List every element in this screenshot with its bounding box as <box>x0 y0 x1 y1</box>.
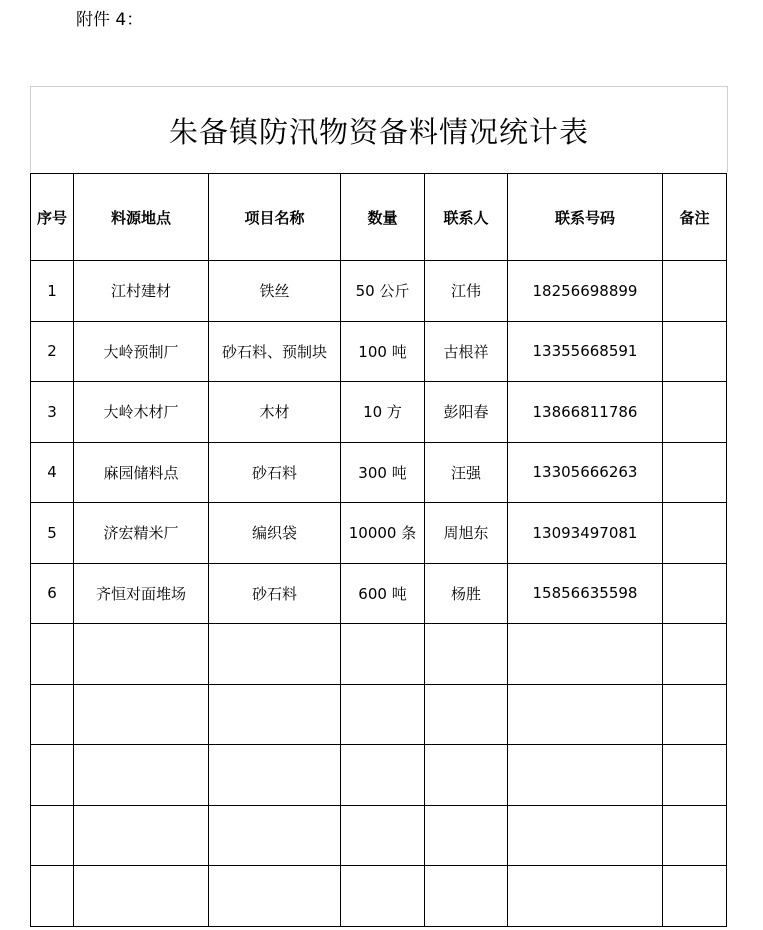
cell-source-location: 齐恒对面堆场 <box>74 563 209 624</box>
cell-source-location: 济宏精米厂 <box>74 503 209 564</box>
table-row-empty <box>31 745 727 806</box>
table-row <box>31 442 727 503</box>
cell-contact-person <box>425 866 508 927</box>
cell-source-location <box>74 866 209 927</box>
cell-source-location <box>74 745 209 806</box>
header-item-name: 项目名称 <box>209 174 341 261</box>
cell-contact-person: 彭阳春 <box>425 382 508 443</box>
cell-source-location: 江村建材 <box>74 261 209 322</box>
table-row-empty <box>31 805 727 866</box>
table-row <box>31 321 727 382</box>
cell-contact-number <box>508 805 663 866</box>
cell-remarks <box>663 382 727 443</box>
cell-remarks <box>663 442 727 503</box>
cell-item-name: 砂石料 <box>209 563 341 624</box>
cell-contact-number: 13355668591 <box>508 321 663 382</box>
cell-remarks <box>663 805 727 866</box>
cell-contact-number: 15856635598 <box>508 563 663 624</box>
cell-index: 5 <box>31 503 74 564</box>
cell-index <box>31 745 74 806</box>
table-row <box>31 563 727 624</box>
cell-item-name <box>209 745 341 806</box>
cell-contact-person: 古根祥 <box>425 321 508 382</box>
cell-contact-number: 13093497081 <box>508 503 663 564</box>
cell-contact-number <box>508 866 663 927</box>
cell-item-name: 砂石料 <box>209 442 341 503</box>
cell-contact-number: 13866811786 <box>508 382 663 443</box>
cell-quantity: 50 公斤 <box>341 261 425 322</box>
materials-table <box>30 173 727 927</box>
cell-remarks <box>663 624 727 685</box>
cell-remarks <box>663 684 727 745</box>
cell-remarks <box>663 745 727 806</box>
header-index: 序号 <box>31 174 74 261</box>
header-remarks: 备注 <box>663 174 727 261</box>
attachment-label: 附件 4： <box>76 10 144 30</box>
cell-index: 2 <box>31 321 74 382</box>
cell-remarks <box>663 563 727 624</box>
cell-contact-number <box>508 684 663 745</box>
cell-index: 4 <box>31 442 74 503</box>
cell-quantity: 10 方 <box>341 382 425 443</box>
cell-source-location: 麻园储料点 <box>74 442 209 503</box>
cell-remarks <box>663 866 727 927</box>
table-row-empty <box>31 866 727 927</box>
cell-index <box>31 624 74 685</box>
cell-contact-person <box>425 684 508 745</box>
cell-item-name <box>209 684 341 745</box>
table-row-empty <box>31 684 727 745</box>
cell-index: 3 <box>31 382 74 443</box>
title-box <box>30 86 728 172</box>
cell-item-name: 木材 <box>209 382 341 443</box>
cell-quantity <box>341 805 425 866</box>
cell-index: 6 <box>31 563 74 624</box>
cell-index <box>31 866 74 927</box>
cell-remarks <box>663 321 727 382</box>
cell-item-name: 砂石料、预制块 <box>209 321 341 382</box>
cell-contact-person <box>425 745 508 806</box>
cell-contact-person <box>425 805 508 866</box>
cell-source-location <box>74 684 209 745</box>
cell-quantity: 300 吨 <box>341 442 425 503</box>
table-row <box>31 382 727 443</box>
cell-contact-number: 13305666263 <box>508 442 663 503</box>
cell-source-location <box>74 805 209 866</box>
cell-quantity <box>341 866 425 927</box>
header-contact-person: 联系人 <box>425 174 508 261</box>
cell-index: 1 <box>31 261 74 322</box>
cell-quantity: 600 吨 <box>341 563 425 624</box>
cell-source-location: 大岭木材厂 <box>74 382 209 443</box>
cell-quantity <box>341 745 425 806</box>
table-row <box>31 503 727 564</box>
cell-contact-number <box>508 745 663 806</box>
cell-contact-person: 杨胜 <box>425 563 508 624</box>
cell-contact-number: 18256698899 <box>508 261 663 322</box>
cell-contact-person: 江伟 <box>425 261 508 322</box>
cell-quantity <box>341 624 425 685</box>
cell-index <box>31 805 74 866</box>
cell-remarks <box>663 261 727 322</box>
cell-quantity: 100 吨 <box>341 321 425 382</box>
cell-contact-person: 汪强 <box>425 442 508 503</box>
cell-item-name <box>209 624 341 685</box>
header-source-location: 料源地点 <box>74 174 209 261</box>
cell-source-location: 大岭预制厂 <box>74 321 209 382</box>
cell-quantity: 10000 条 <box>341 503 425 564</box>
cell-item-name <box>209 866 341 927</box>
cell-contact-number <box>508 624 663 685</box>
cell-contact-person: 周旭东 <box>425 503 508 564</box>
cell-item-name: 编织袋 <box>209 503 341 564</box>
cell-index <box>31 684 74 745</box>
header-quantity: 数量 <box>341 174 425 261</box>
cell-remarks <box>663 503 727 564</box>
cell-contact-person <box>425 624 508 685</box>
header-row <box>31 174 727 261</box>
cell-quantity <box>341 684 425 745</box>
header-contact-number: 联系号码 <box>508 174 663 261</box>
table-row-empty <box>31 624 727 685</box>
cell-source-location <box>74 624 209 685</box>
table-title: 朱备镇防汛物资备料情况统计表 <box>168 115 589 149</box>
table-row <box>31 261 727 322</box>
cell-item-name <box>209 805 341 866</box>
cell-item-name: 铁丝 <box>209 261 341 322</box>
